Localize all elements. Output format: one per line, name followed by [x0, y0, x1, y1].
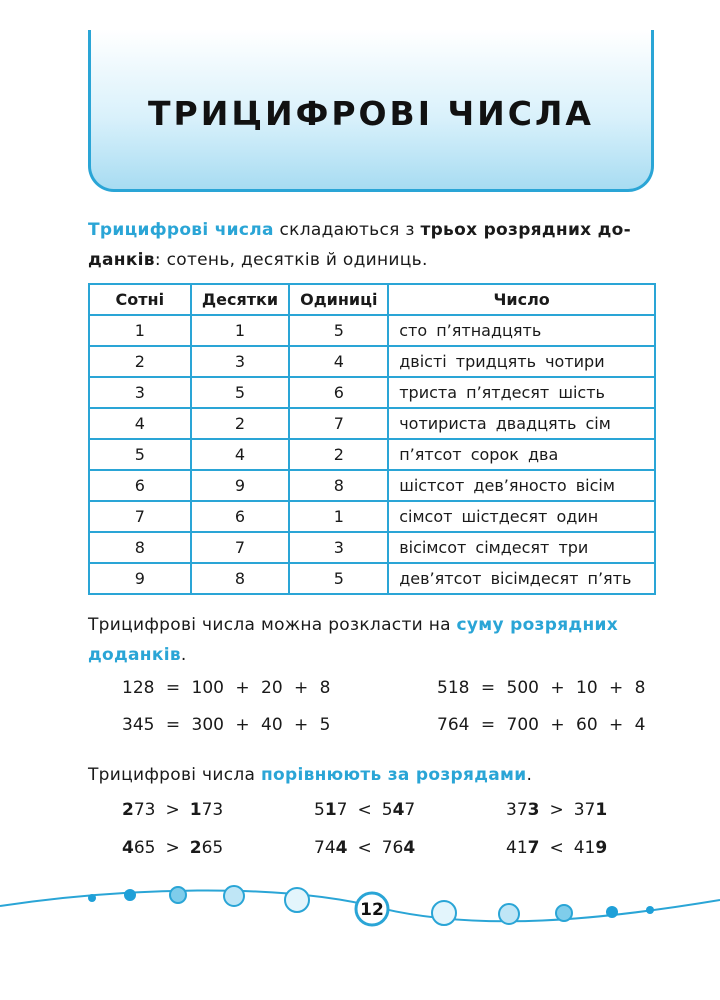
cell-hundreds: 7 — [89, 501, 191, 532]
header-units: Одиниці — [289, 284, 388, 315]
comparison-item — [122, 800, 223, 820]
table-row — [89, 532, 655, 563]
cell-tens: 7 — [191, 532, 290, 563]
table-row — [89, 377, 655, 408]
cell-tens: 3 — [191, 346, 290, 377]
cell-units: 8 — [289, 470, 388, 501]
bubble — [499, 904, 519, 924]
cell-units: 2 — [289, 439, 388, 470]
table-row — [89, 408, 655, 439]
cell-units: 7 — [289, 408, 388, 439]
comparison-op: > — [165, 800, 180, 820]
cell-number-words: сто п’ятнадцять — [388, 315, 655, 346]
comparison-b-pre: 37 — [573, 800, 596, 820]
decompose-text: Трицифрові числа можна розкласти на — [88, 615, 457, 635]
comparison-item — [506, 800, 607, 820]
cell-tens: 1 — [191, 315, 290, 346]
table-header-row — [89, 284, 655, 315]
bubble — [88, 894, 96, 902]
equation: 128 = 100 + 20 + 8 — [122, 678, 331, 698]
comparison-item — [506, 838, 607, 858]
comparison-a-pre: 41 — [506, 838, 528, 858]
compare-highlight: порівнюють за розрядами — [260, 765, 527, 785]
page-number: 12 — [360, 900, 384, 920]
comparison-a-bold: 4 — [335, 838, 348, 858]
comparison-a-bold: 4 — [122, 838, 134, 858]
cell-tens: 2 — [191, 408, 290, 439]
bubble — [556, 905, 572, 921]
comparison-op: < — [357, 838, 372, 858]
cell-units: 6 — [289, 377, 388, 408]
cell-number-words: шістсот дев’яносто вісім — [388, 470, 655, 501]
intro-paragraph — [88, 215, 658, 275]
comparison-item — [122, 838, 223, 858]
table-body — [89, 315, 655, 594]
bubble-decoration — [0, 868, 720, 948]
bubble — [432, 901, 456, 925]
cell-hundreds: 1 — [89, 315, 191, 346]
comparison-b-post: 73 — [201, 800, 224, 820]
comparison-item — [314, 800, 415, 820]
cell-hundreds: 4 — [89, 408, 191, 439]
cell-units: 3 — [289, 532, 388, 563]
bubble — [170, 887, 186, 903]
comparison-b-bold: 9 — [595, 838, 608, 858]
cell-tens: 6 — [191, 501, 290, 532]
cell-units: 5 — [289, 315, 388, 346]
table-row — [89, 346, 655, 377]
comparison-op: > — [549, 800, 564, 820]
comparison-b-pre: 76 — [381, 838, 404, 858]
equation: 518 = 500 + 10 + 8 — [437, 678, 646, 698]
cell-hundreds: 5 — [89, 439, 191, 470]
bubble — [606, 906, 618, 918]
bubble — [646, 906, 654, 914]
bubble — [224, 886, 244, 906]
decompose-end: . — [180, 645, 187, 665]
equation: 345 = 300 + 40 + 5 — [122, 715, 331, 735]
comparison-b-bold: 4 — [392, 800, 405, 820]
comparison-a-post: 73 — [133, 800, 156, 820]
equation: 764 = 700 + 60 + 4 — [437, 715, 646, 735]
cell-tens: 8 — [191, 563, 290, 594]
decompose-highlight-1: суму розрядних — [456, 615, 618, 635]
cell-number-words: вісімсот сімдесят три — [388, 532, 655, 563]
comparison-item — [314, 838, 415, 858]
place-value-table — [88, 283, 656, 595]
decompose-paragraph — [88, 610, 658, 670]
intro-text-2: : сотень, десятків й одиниць. — [154, 250, 428, 270]
intro-term: Трицифрові числа — [88, 220, 274, 240]
header-hundreds: Сотні — [89, 284, 191, 315]
header-tens: Десятки — [191, 284, 290, 315]
cell-tens: 4 — [191, 439, 290, 470]
comparison-a-pre: 74 — [314, 838, 336, 858]
table-row — [89, 563, 655, 594]
title-banner — [88, 30, 654, 192]
cell-hundreds: 6 — [89, 470, 191, 501]
comparison-a-post: 65 — [133, 838, 156, 858]
compare-text: Трицифрові числа — [88, 765, 261, 785]
cell-number-words: п’ятсот сорок два — [388, 439, 655, 470]
cell-number-words: чотириста двадцять сім — [388, 408, 655, 439]
comparison-b-pre: 41 — [573, 838, 596, 858]
cell-tens: 5 — [191, 377, 290, 408]
comparison-a-pre: 37 — [506, 800, 528, 820]
table-row — [89, 470, 655, 501]
compare-end: . — [526, 765, 533, 785]
table-row — [89, 439, 655, 470]
comparison-a-post: 7 — [336, 800, 348, 820]
cell-units: 5 — [289, 563, 388, 594]
intro-bold: трьох розрядних до- — [420, 220, 632, 240]
comparison-b-bold: 4 — [403, 838, 416, 858]
cell-units: 1 — [289, 501, 388, 532]
page-title: ТРИЦИФРОВІ ЧИСЛА — [148, 94, 594, 133]
cell-number-words: двісті тридцять чотири — [388, 346, 655, 377]
cell-hundreds: 2 — [89, 346, 191, 377]
cell-number-words: дев’ятсот вісімдесят п’ять — [388, 563, 655, 594]
comparison-a-pre: 5 — [314, 800, 325, 820]
table-row — [89, 501, 655, 532]
cell-tens: 9 — [191, 470, 290, 501]
comparison-b-post: 7 — [404, 800, 416, 820]
cell-hundreds: 8 — [89, 532, 191, 563]
cell-hundreds: 3 — [89, 377, 191, 408]
cell-number-words: триста п’ятдесят шість — [388, 377, 655, 408]
intro-bold-2: данків — [88, 250, 155, 270]
comparison-a-bold: 2 — [122, 800, 134, 820]
comparison-a-bold: 3 — [527, 800, 540, 820]
cell-hundreds: 9 — [89, 563, 191, 594]
comparison-op: < — [357, 800, 372, 820]
decompose-highlight-2: доданків — [88, 645, 181, 665]
comparison-op: > — [165, 838, 180, 858]
cell-units: 4 — [289, 346, 388, 377]
intro-text-1: складаються з — [273, 220, 421, 240]
comparison-a-bold: 1 — [324, 800, 337, 820]
compare-paragraph — [88, 760, 658, 790]
comparison-b-bold: 1 — [189, 800, 202, 820]
comparison-b-bold: 2 — [189, 838, 202, 858]
comparison-b-bold: 1 — [595, 800, 608, 820]
comparison-a-bold: 7 — [527, 838, 540, 858]
cell-number-words: сімсот шістдесят один — [388, 501, 655, 532]
comparison-b-post: 65 — [201, 838, 224, 858]
bubble — [124, 889, 136, 901]
header-number: Число — [388, 284, 655, 315]
bubble — [285, 888, 309, 912]
comparison-b-pre: 5 — [381, 800, 393, 820]
comparison-op: < — [549, 838, 564, 858]
table-row — [89, 315, 655, 346]
